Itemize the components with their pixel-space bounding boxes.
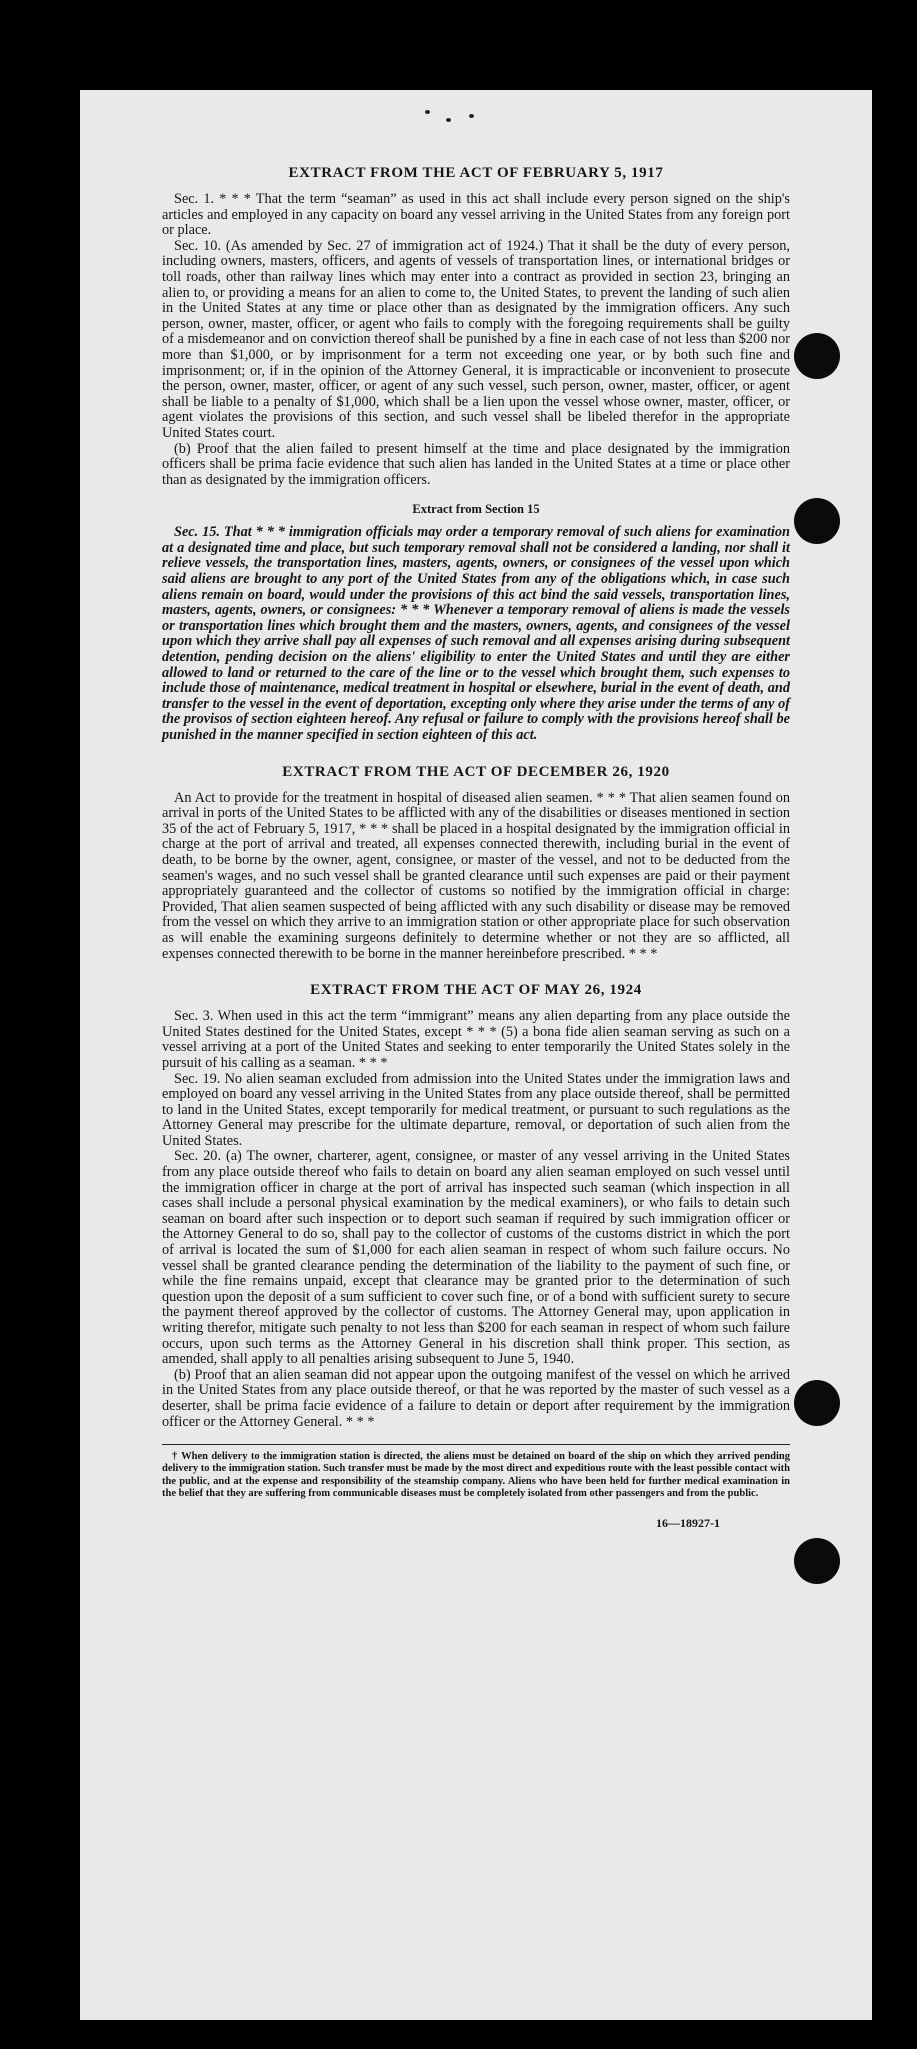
punch-hole-2: [794, 498, 840, 544]
sec-10-paragraph: Sec. 10. (As amended by Sec. 27 of immigration act of 1924.) That it shall be the duty of every person, including owners, masters, officers, and agents of vessels of transportation lines, or international bridges or toll roads, other than railway lines which may enter into a contract as provided in section 23, bringing an alien to, or providing a means for an alien to come to, the United States, to prevent the landing of such alien in the United States at any time or place other than as designated by the immigration officers. Any such person, owner, master, officer, or agent who fails to comply with the foregoing requirements shall be guilty of a misdemeanor and on conviction thereof shall be punished by a fine in each case of not less than $200 nor more than $1,000, or by imprisonment for a term not exceeding one year, or by both such fine and imprisonment; or, if in the opinion of the Attorney General, it is impracticable or inconvenient to prosecute the person, owner, master, officer, or agent of any such vessel, such person, owner, master, officer, or agent shall be liable to a penalty of $1,000, which shall be a lien upon the vessel whose owner, master, officer, or agent violates the provisions of this section, and such vessel shall be libeled therefor in the appropriate United States court.: [162, 237, 790, 441]
scan-speck: [425, 110, 430, 114]
act-1920-heading: EXTRACT FROM THE ACT OF DECEMBER 26, 1920: [282, 763, 670, 780]
punch-hole-1: [794, 333, 840, 379]
sec-20b-paragraph: (b) Proof that an alien seaman did not appear upon the outgoing manifest of the vessel on which he arrived in the United States from any place outside thereof, or that he was reported by the master of such vessel as a deserter, shall be prima facie evidence of a failure to detain or deport after requirement by the immigration officer or the Attorney General. * * *: [162, 1366, 790, 1430]
form-number: 16—18927-1: [656, 1516, 720, 1531]
act-1920-paragraph: An Act to provide for the treatment in hospital of diseased alien seamen. * * * That alien seamen found on arrival in ports of the United States to be afflicted with any of the disabilities or diseases mentioned in section 35 of the act of February 5, 1917, * * * shall be placed in a hospital designated by the immigration official in charge at the port of arrival and treated, all expenses connected therewith, including burial in the event of death, to be borne by the owner, agent, consignee, or master of the vessel, and not to be deducted from the seamen's wages, and no such vessel shall be granted clearance until such expenses are paid or their payment appropriately guaranteed and the collector of customs so notified by the immigration official in charge: Provided, That alien seamen suspected of being afflicted with any such disability or disease may be removed from the vessel on which they arrive to an immigration station or other appropriate place for such observation as will enable the examining surgeons definitely to determine whether or not they are so afflicted, all expenses connected therewith to be borne in the manner hereinbefore prescribed. * * *: [162, 789, 790, 962]
footnote: † When delivery to the immigration station is directed, the aliens must be detained on board of the ship on which they arrived pending delivery to the immigration station. Such transfer must be made by the most direct and expeditious route with the least possible contact with the public, and at the expense and responsibility of the steamship company. Aliens who have been held for further medical examination in the belief that they are suffering from communicable diseases must be completely isolated from other passengers and from the public.: [162, 1451, 790, 1500]
sec-1-paragraph: Sec. 1. * * * That the term “seaman” as used in this act shall include every person signed on the ship's articles and employed in any capacity on board any vessel arriving in the United States from any foreign port or place.: [162, 191, 790, 239]
document-body: [162, 165, 790, 1531]
document-page: [80, 90, 872, 2020]
scan-speck: [446, 118, 451, 122]
sec-3-paragraph: Sec. 3. When used in this act the term “immigrant” means any alien departing from any place outside the United States destined for the United States, except * * * (5) a bona fide alien seaman serving as such on a vessel arriving at a port of the United States and seeking to enter temporarily the United States solely in the pursuit of his calling as a seaman. * * *: [162, 1008, 790, 1071]
act-1917-heading: EXTRACT FROM THE ACT OF FEBRUARY 5, 1917: [288, 165, 664, 181]
sec-15-paragraph: Sec. 15. That * * * immigration officials may order a temporary removal of such aliens for examination at a designated time and place, but such temporary removal shall not be considered a landing, nor shall it relieve vessels, the transportation lines, masters, agents, owners, or consignees of the vessel upon which said aliens are brought to any port of the United States from any of the obligations which, in case such aliens remain on board, would under the provisions of this act bind the said vessels, transportation lines, masters, agents, owners, or consignees: * * * Whenever a temporary removal of aliens is made the vessels or transportation lines which brought them and the masters, owners, agents, and consignees of the vessel upon which they arrive shall pay all expenses of such removal and all expenses arising during subsequent detention, pending decision on the aliens' eligibility to enter the United States and until they are either allowed to land or returned to the care of the line or to the vessel which brought them, such expenses to include those of maintenance, medical treatment in hospital or elsewhere, burial in the event of death, and transfer to the vessel in the event of deportation, excepting only where they arise under the terms of any of the provisos of section eighteen hereof. Any refusal or failure to comply with the provisions hereof shall be punished in the manner specified in section eighteen of this act.: [162, 524, 790, 743]
act-1924-heading: EXTRACT FROM THE ACT OF MAY 26, 1924: [310, 982, 642, 999]
section-15-heading: Extract from Section 15: [412, 502, 540, 517]
sec-10b-paragraph: (b) Proof that the alien failed to present himself at the time and place designated by the immigration officers shall be prima facie evidence that such alien has landed in the United States at a time or place other than as designated by the immigration officers.: [162, 440, 790, 488]
sec-20a-paragraph: Sec. 20. (a) The owner, charterer, agent, consignee, or master of any vessel arriving in the United States from any place outside thereof who fails to detain on board any alien seaman employed on such vessel until the immigration officer in charge at the port of arrival has inspected such seaman (which inspection in all cases shall include a personal physical examination by the medical examiners), or who fails to detain such seaman on board after such inspection or to deport such seaman if required by such immigration officer or the Attorney General to do so, shall pay to the collector of customs of the customs district in which the port of arrival is located the sum of $1,000 for each alien seaman in respect of whom such failure occurs. No vessel shall be granted clearance pending the determination of the liability to the payment of such fine, or while the fine remains unpaid, except that clearance may be granted prior to the determination of such question upon the deposit of a sum sufficient to cover such fine, or of a bond with sufficient surety to secure the payment thereof approved by the collector of customs. The Attorney General may, upon application in writing therefor, mitigate such penalty to not less than $200 for each seaman in respect of whom such failure occurs, upon such terms as the Attorney General in his discretion shall think proper. This section, as amended, shall apply to all penalties arising subsequent to June 5, 1940.: [162, 1148, 790, 1368]
footnote-divider: [162, 1444, 790, 1445]
punch-hole-4: [794, 1538, 840, 1584]
scan-speck: [469, 114, 474, 118]
sec-19-paragraph: Sec. 19. No alien seaman excluded from admission into the United States under the immigration laws and employed on board any vessel arriving in the United States from any place outside thereof, shall be permitted to land in the United States, except temporarily for medical treatment, or pursuant to such regulations as the Attorney General may prescribe for the ultimate departure, removal, or deportation of such alien from the United States.: [162, 1070, 790, 1149]
punch-hole-3: [794, 1380, 840, 1426]
